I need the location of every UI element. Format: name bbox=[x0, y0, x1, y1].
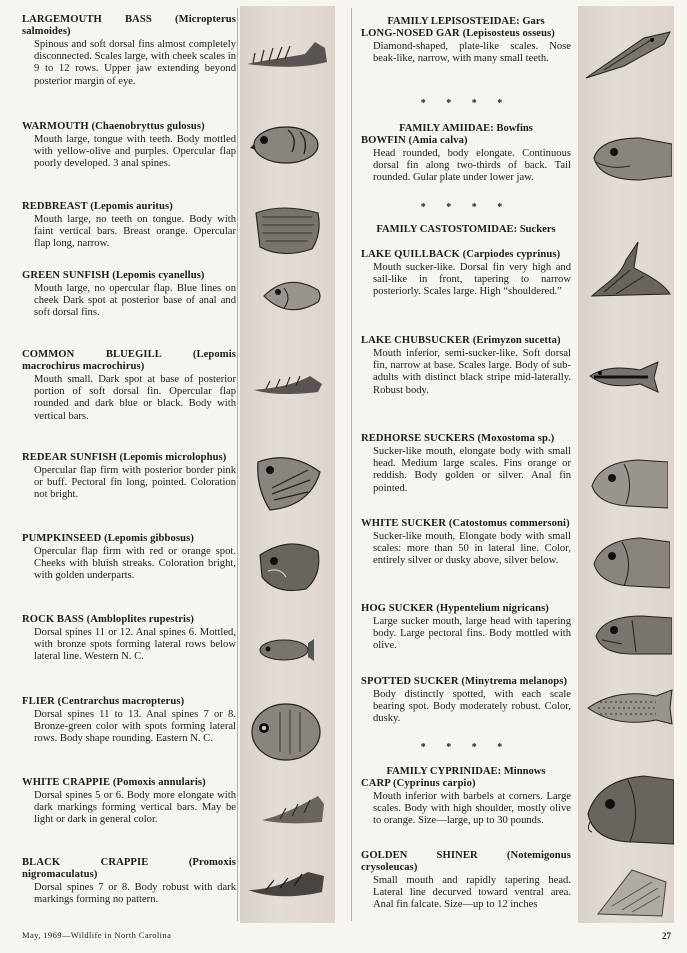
species-entry bbox=[361, 676, 571, 726]
species-entry bbox=[361, 433, 571, 495]
species-description: Mouth inferior, semi-sucker-like. Soft dorsal fin, narrow at base. Scales large. Body of sub-adults with distinct black stripe mid-laterally. Robust body. bbox=[373, 348, 571, 396]
species-name: GOLDEN SHINER bbox=[361, 850, 478, 861]
species-name: ROCK BASS bbox=[22, 614, 84, 625]
redhorse-sucker-illustration bbox=[588, 452, 668, 510]
species-entry bbox=[22, 121, 236, 171]
redbreast-illustration bbox=[252, 203, 324, 259]
white-crappie-illustration bbox=[260, 792, 326, 826]
species-entry bbox=[22, 14, 236, 88]
species-description: Mouth large, no teeth on tongue. Body with faint vertical bars. Breast orange. Opercular flap long, narrow. bbox=[34, 214, 236, 250]
species-description: Sucker-like mouth, Elongate body with small scales: more than 50 in lateral line. Color, entirely silver or dusky above, silver below. bbox=[373, 531, 571, 567]
species-name: PUMPKINSEED bbox=[22, 533, 102, 544]
species-name: WHITE CRAPPIE bbox=[22, 777, 111, 788]
species-name: GREEN SUNFISH bbox=[22, 270, 110, 281]
species-description: Mouth sucker-like. Dorsal fin very high and sail-like in front, tapering to narrow posteriorly. Scales large. High “shouldered.” bbox=[373, 262, 571, 298]
warmouth-illustration bbox=[248, 118, 324, 170]
species-entry bbox=[361, 850, 571, 912]
species-scientific-name: (Chaenobryttus gulosus) bbox=[91, 121, 205, 132]
bowfin-illustration bbox=[590, 130, 672, 186]
species-description: Sucker-like mouth, elongate body with small head. Medium large scales. Fins orange or reddish. Body golden or silver. Anal fin pointed. bbox=[373, 446, 571, 494]
section-divider-stars: * * * * bbox=[420, 742, 512, 753]
species-scientific-name: (Lepisosteus osseus) bbox=[462, 28, 555, 39]
species-description: Mouth small. Dark spot at base of posterior portion of soft dorsal fin. Opercular flap rounded and dark blue or black. Body with vertical bars. bbox=[34, 374, 236, 422]
species-scientific-name: (Moxostoma sp.) bbox=[477, 433, 555, 444]
species-name: SPOTTED SUCKER bbox=[361, 676, 459, 687]
species-name: BOWFIN bbox=[361, 135, 406, 146]
species-scientific-name: (Amia calva) bbox=[408, 135, 468, 146]
page-footer: May, 1969—Wildlife in North Carolina bbox=[22, 930, 172, 940]
species-name: LAKE QUILLBACK bbox=[361, 249, 460, 260]
species-name: REDEAR SUNFISH bbox=[22, 452, 117, 463]
species-name: CARP bbox=[361, 778, 391, 789]
species-scientific-name: (Centrarchus macropterus) bbox=[57, 696, 185, 707]
species-entry bbox=[22, 533, 236, 583]
species-entry bbox=[361, 249, 571, 299]
species-name: HOG SUCKER bbox=[361, 603, 434, 614]
species-scientific-name: (Lepomis microlophus) bbox=[119, 452, 227, 463]
species-entry bbox=[22, 696, 236, 746]
species-scientific-name: (Minytrema melanops) bbox=[461, 676, 568, 687]
species-entry bbox=[22, 452, 236, 502]
carp-illustration bbox=[584, 770, 674, 846]
species-scientific-name: (Lepomis macrochirus macrochirus) bbox=[22, 349, 236, 372]
species-name: COMMON BLUEGILL bbox=[22, 349, 162, 360]
species-scientific-name: (Erimyzon sucetta) bbox=[472, 335, 561, 346]
species-scientific-name: (Lepomis auritus) bbox=[90, 201, 173, 212]
species-name: WARMOUTH bbox=[22, 121, 89, 132]
species-description: Large sucker mouth, large head with tapering body. Large pectoral fins. Body mottled with olive. bbox=[373, 616, 571, 652]
family-heading: FAMILY CASTOSTOMIDAE: Suckers bbox=[376, 224, 556, 235]
species-name: REDHORSE SUCKERS bbox=[361, 433, 475, 444]
spotted-sucker-illustration bbox=[586, 686, 674, 728]
species-name: WHITE SUCKER bbox=[361, 518, 447, 529]
species-name: LAKE CHUBSUCKER bbox=[361, 335, 470, 346]
species-entry bbox=[22, 614, 236, 664]
species-scientific-name: (Catostomus commersoni) bbox=[448, 518, 570, 529]
species-description: Mouth large, tongue with teeth. Body mottled with yellow-olive and purples. Opercular flap poorly developed. 3 anal spines. bbox=[34, 134, 236, 170]
species-scientific-name: (Promoxis nigromaculatus) bbox=[22, 857, 236, 880]
page-number: 27 bbox=[662, 931, 671, 941]
species-entry bbox=[361, 603, 571, 653]
species-description: Mouth large, no opercular flap. Blue lines on cheek Dark spot at posterior base of anal and soft dorsal fins. bbox=[34, 283, 236, 319]
green-sunfish-illustration bbox=[258, 268, 324, 324]
largemouth-bass-fin-illustration bbox=[245, 38, 330, 70]
species-entry bbox=[22, 349, 236, 423]
species-scientific-name: (Lepomis gibbosus) bbox=[104, 533, 194, 544]
species-entry bbox=[361, 335, 571, 397]
lake-quillback-illustration bbox=[590, 240, 672, 300]
species-scientific-name: (Notemigonus crysoleucas) bbox=[361, 850, 572, 873]
section-divider-stars: * * * * bbox=[420, 98, 512, 109]
white-sucker-illustration bbox=[590, 528, 670, 590]
species-name: BLACK CRAPPIE bbox=[22, 857, 149, 868]
species-name: REDBREAST bbox=[22, 201, 88, 212]
lake-chubsucker-illustration bbox=[588, 360, 660, 394]
species-scientific-name: (Cyprinus carpio) bbox=[393, 778, 476, 789]
hog-sucker-illustration bbox=[592, 610, 672, 658]
species-description: Dorsal spines 11 or 12. Anal spines 6. Mottled, with bronze spots forming lateral rows below lateral line. Western N. C. bbox=[34, 627, 236, 663]
rock-bass-illustration bbox=[256, 635, 316, 665]
column-rule bbox=[351, 8, 352, 921]
species-entry bbox=[22, 857, 236, 906]
bluegill-fin-illustration bbox=[252, 368, 324, 396]
golden-shiner-illustration bbox=[592, 866, 668, 918]
species-description: Dorsal spines 11 to 13. Anal spines 7 or 8. Bronze-green color with spots forming lateral rows. Body shape rounding. Eastern N. C. bbox=[34, 709, 236, 745]
section-divider-stars: * * * * bbox=[420, 202, 512, 213]
flier-illustration bbox=[246, 696, 328, 766]
family-heading: FAMILY CYPRINIDAE: Minnows bbox=[386, 766, 546, 777]
species-description: Mouth inferior with barbels at corners. Large scales. Body with high shoulder, mostly olive to orange. Size—large, up to 30 pounds. bbox=[373, 791, 571, 827]
species-description: Dorsal spines 7 or 8. Body robust with dark markings forming no pattern. bbox=[34, 882, 236, 906]
species-description: Body distinctly spotted, with each scale bearing spot. Body moderately robust. Color, dusky. bbox=[373, 689, 571, 725]
species-entry bbox=[22, 777, 236, 827]
family-heading: FAMILY AMIIDAE: Bowfins bbox=[399, 123, 533, 134]
long-nosed-gar-illustration bbox=[584, 30, 672, 82]
species-scientific-name: (Pomoxis annularis) bbox=[112, 777, 206, 788]
species-description: Opercular flap firm with red or orange spot. Cheeks with bluish streaks. Coloration bright, with golden underparts. bbox=[34, 546, 236, 582]
species-description: Opercular flap firm with posterior border pink or buff. Pectoral fin long, pointed. Coloration not bright. bbox=[34, 465, 236, 501]
species-description: Head rounded, body elongate. Continuous dorsal fin along two-thirds of back. Tail rounded. Gular plate under lower jaw. bbox=[373, 148, 571, 184]
species-entry bbox=[361, 518, 571, 568]
black-crappie-illustration bbox=[246, 866, 328, 900]
species-entry bbox=[22, 201, 236, 251]
species-description: Diamond-shaped, plate-like scales. Nose beak-like, narrow, with many small teeth. bbox=[373, 41, 571, 65]
species-entry bbox=[22, 270, 236, 320]
column-rule bbox=[237, 8, 238, 921]
species-name: LARGEMOUTH BASS bbox=[22, 14, 152, 25]
species-description: Spinous and soft dorsal fins almost completely disconnected. Scales large, with cheek scales in 9 to 12 rows. Upper jaw extending beyond posterior margin of eye. bbox=[34, 39, 236, 87]
species-name: FLIER bbox=[22, 696, 55, 707]
species-scientific-name: (Micropterus salmoides) bbox=[22, 14, 236, 37]
species-description: Small mouth and rapidly tapering head. Lateral line decurved toward ventral area. Anal fin falcate. Size—up to 12 inches bbox=[373, 875, 571, 911]
redear-sunfish-illustration bbox=[250, 448, 326, 518]
species-scientific-name: (Lepomis cyanellus) bbox=[112, 270, 205, 281]
species-scientific-name: (Carpiodes cyprinus) bbox=[462, 249, 561, 260]
pumpkinseed-illustration bbox=[256, 535, 322, 595]
species-name: LONG-NOSED GAR bbox=[361, 28, 460, 39]
family-heading: FAMILY LEPISOSTEIDAE: Gars bbox=[387, 16, 545, 27]
species-description: Dorsal spines 5 or 6. Body more elongate with dark markings forming vertical bars. May be light or dark in general color. bbox=[34, 790, 236, 826]
species-scientific-name: (Hypentelium nigricans) bbox=[436, 603, 549, 614]
species-scientific-name: (Ambloplites rupestris) bbox=[86, 614, 194, 625]
